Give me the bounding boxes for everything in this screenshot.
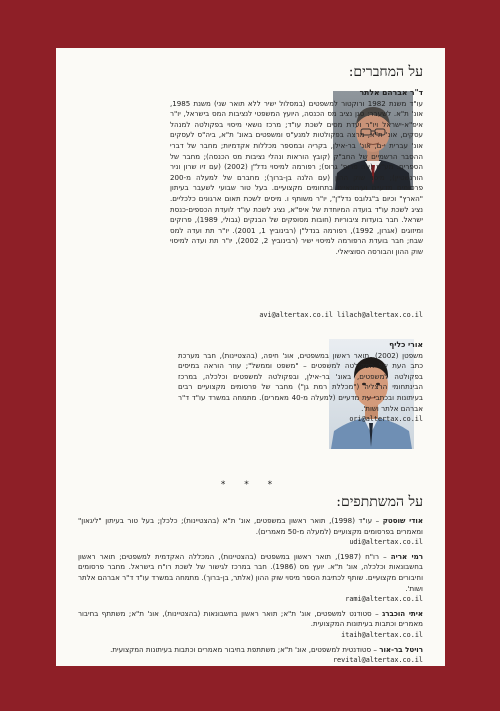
participant-email: revital@altertax.co.il (332, 656, 423, 665)
participant-text: – רו"ח (1987), תואר ראשון במשפטים (בהצטיינות), המכללה האקדמית למשפטים; תואר ראשון בחשבונאות וכלכלה, אונ' ת"א. יועץ מס (1986). חבר במרכז לגישור של לשכת רו"ח בישראל. מחבר פרסומים וחיבורים מקצועיים. שותף לכתיבת הספר מיסוי שוק ההון (אלתר, בן-ברוך). מתמחה במשרד עו"ד ד"ר אברהם אלתר ושות'. (78, 551, 423, 593)
author1-name: ד"ר אברהם אלתר (359, 88, 423, 97)
author1-email-row (78, 310, 423, 321)
author2-bio-text: משפטן (2002), תואר ראשון במשפטים, אונ' חיפה, (בהצטיינות), חבר מערכת כתב העת של הפקולטה למשפטים – "משפט וממשל"; עוזר הוראה במיסים בפקולטה למשפטים, באונ' בר-אילן, ובפקולטה למשפטים וכלכלה, במרכז הבינתחומי הרצליה ("מכללת רמת גן") מחבר של פרסומים מקצועיים רבים בעיתונות ובכתבי עת מדעיים (למעלה מ-40 מאמרים). מתמחה במשרד עו"ד ד"ר אברהם אלתר ושות'. (178, 350, 423, 413)
participants-heading: על המשתתפים: (336, 494, 423, 510)
back-cover-page (56, 48, 445, 666)
participant-email: udi@altertax.co.il (349, 538, 423, 547)
author2-email: ori@altertax.co.il (349, 415, 423, 424)
author1-bio-text: עו"ד משנת 1982 ורוקטור למשפטים (במסלול ישיר ללא תואר שני) משנת 1985, אונ' ת"א. לשעבר: סגן נציב מס הכנסה, היועץ המשפטי לנציבות המס בישראל, יו"ר איפ"א-ישראל ויו"ר ועדת מסים לשכת עו"ד; מרכז נושאי מיסוי בפקולטה למנהל עסקים, אונ' ת"א, מרצה בפקולטות למנע"ס ומשפטים באונ' ת"א, ביה"ס לעסקים אונ' עברית י-ם, אונ' בר-אילן, בקריה ובמספר מכללות אקדמיות; מחבר של דברי ההסבר הרשמיים של החב"ק (קובץ הוראות ונהלי נציבות מס הכנסה); מחבר של הספרים: מע"מ (עם פרופ' גרוס); רפורמה למיסוי נדל"ן (2002) (עם זיו שרון וניר הורנשטיין); מיסוי שוק ההון (עם הלנה בן-ברוך); מחברם של למעלה מ-200 פרסומים מדעיים ועיתונאיים בתחומים מקצועיים. בעל טור שבועי לשעבר בעיתון "הארץ" וכיום ב"גלובס נדל"ן", יו"ר משותף ו. מיסים לשכת תאום ארגונים כלכליים. נציג לשכת עו"ד בועדה המיוחדת של איפ"א, נציג לשכת עו"ד לועדת הכספים-כנסת ישראל. חבר בועדות ציבוריות (חובות מסופקים של הבנקים (גבולי, 1989), פרוקים ומיזוגים (אגרון, 1992), רפורמה בנדל"ן (רבינוביץ 1, 2001). יו"ר תת ועדה למס שבח; חבר בועדת הרפורמה למיסוי ישיר (רבינוביץ 2, 2002), יו"ר תת ועדה למיסוי שוק ההון והבורסה הסוציאלי. (170, 98, 424, 256)
authors-heading: על המחברים: (348, 64, 423, 80)
participant-email: rami@altertax.co.il (345, 595, 423, 604)
participant-text: – סטודנטית למשפטים, אונ' ת"א; משתתפת בחיבור מאמרים וכתבות בעיתונות המקצועית. (110, 644, 377, 654)
participant-text: – סטודנט למשפטים, אונ' ת"א; תואר ראשון בחשבונאות (בהצטיינות), אונ' ת"א; משתתף בחיבור מאמרים וכתבות בעיתונות המקצועית. (78, 608, 423, 629)
participant-email: itaih@altertax.co.il (341, 630, 423, 639)
participant-text: – עו"ד (1998), תואר ראשון במשפטים, אונ' ת"א (בהצטיינות); כלכלן; בעל טור בעיתון "ליגאון" ומאמרים בפרסומים מקצועיים (למעלה מ-50 מאמרים). (78, 516, 423, 536)
participant-name: רויטל בר-אור (379, 644, 423, 654)
participant-item (78, 552, 423, 605)
author1-block (170, 88, 423, 258)
separator-stars: * * * (220, 480, 281, 490)
participant-name: איתי הוכברג (382, 608, 424, 618)
participant-item (78, 516, 423, 548)
participants-list (78, 516, 423, 666)
author2-block (178, 340, 423, 425)
participant-item (78, 645, 423, 666)
author1-email: avi@altertax.co.il lilach@altertax.co.il (259, 311, 423, 319)
participant-item (78, 609, 423, 641)
participant-name: אודי שוסטק (382, 516, 423, 525)
participant-name: רמי אריה (390, 551, 423, 561)
author2-name: אורי כליף (389, 340, 423, 349)
